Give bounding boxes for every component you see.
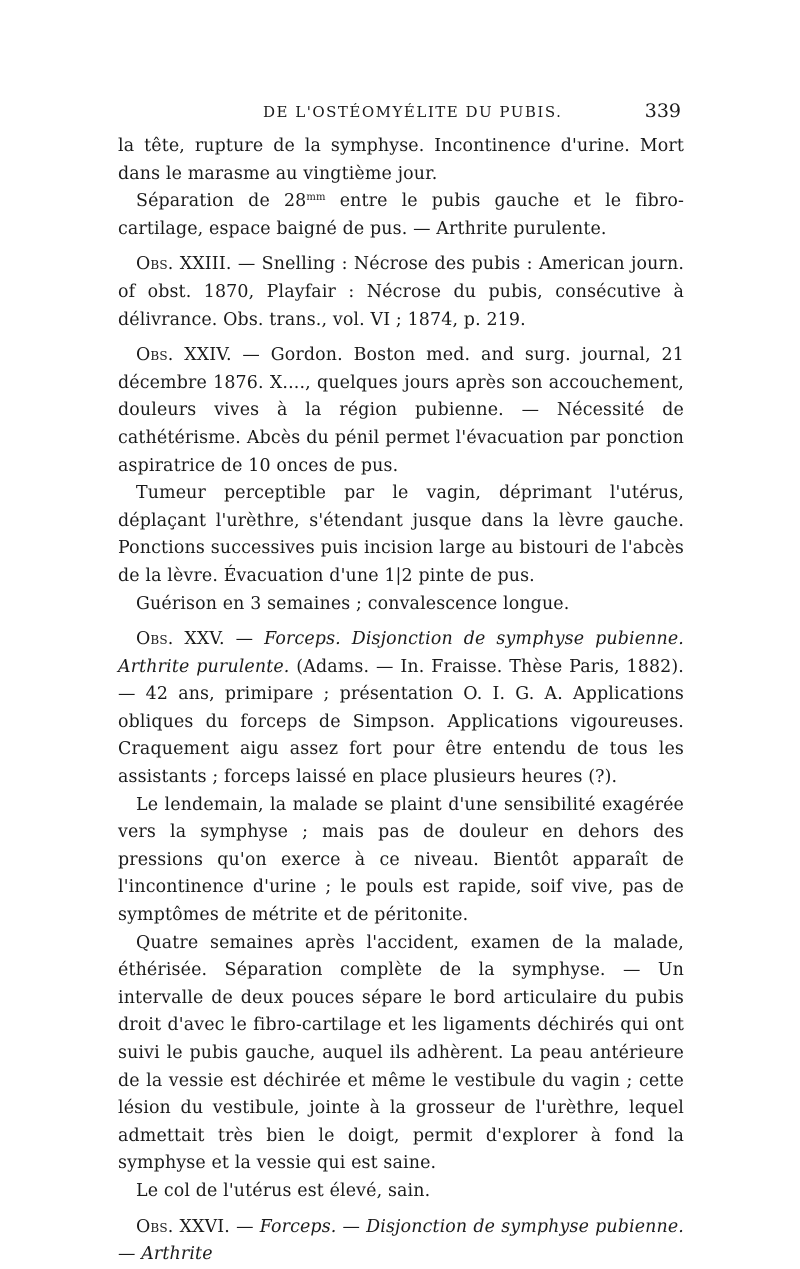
running-title: DE L'OSTÉOMYÉLITE DU PUBIS. <box>263 103 563 121</box>
obs-26-label: Obs. XXVI. <box>136 1216 230 1237</box>
page-header <box>118 100 681 126</box>
millimeter-unit: mm <box>306 192 326 204</box>
observation-24 <box>118 342 684 480</box>
paragraph-separation <box>118 188 684 243</box>
paragraph-col-uterus: Le col de l'utérus est élevé, sain. <box>136 1180 431 1201</box>
obs-26-title: Forceps. — Disjonction de symphyse pubienne. — Arthrite <box>118 1216 684 1265</box>
page-number: 339 <box>644 100 681 122</box>
obs-24-label: Obs. XXIV. <box>136 345 232 366</box>
paragraph-guerison: Guérison en 3 semaines ; convalescence longue. <box>136 593 570 614</box>
separation-text-end: entre le pubis gauche et le fibro-cartilage, espace baigné de pus. — Arthrite purulente. <box>118 191 684 239</box>
obs-23-text: — Snelling : Nécrose des pubis : American journ. of obst. 1870, Playfair : Nécrose du pubis, consécutive à délivrance. Obs. trans., vol. VI ; 1874, p. 219. <box>118 254 684 330</box>
observation-26 <box>118 1214 684 1269</box>
observation-25 <box>118 626 684 792</box>
separation-text-start: Séparation de 28 <box>136 191 307 212</box>
paragraph-continuation: la tête, rupture de la symphyse. Incontinence d'urine. Mort dans le marasme au vingtième jour. <box>118 136 684 184</box>
body-text <box>118 133 684 1269</box>
obs-25-dash: — <box>224 629 265 650</box>
obs-26-dash: — <box>230 1216 260 1237</box>
paragraph-tumeur: Tumeur perceptible par le vagin, déprimant l'utérus, déplaçant l'urèthre, s'étendant jusque dans la lèvre gauche. Ponctions successives puis incision large au bistouri de l'abcès de la lèvre. Évacuation d'une 1|2 pinte de pus. <box>118 483 684 586</box>
obs-25-label: Obs. XXV. <box>136 629 225 650</box>
obs-24-text: — Gordon. Boston med. and surg. journal, 21 décembre 1876. X...., quelques jours après son accouchement, douleurs vives à la région pubienne. — Nécessité de cathétérisme. Abcès du pénil permet l'évacuation par ponction aspiratrice de 10 onces de pus. <box>118 345 684 476</box>
obs-23-label: Obs. XXIII. <box>136 254 232 275</box>
observation-23 <box>118 251 684 334</box>
paragraph-lendemain: Le lendemain, la malade se plaint d'une sensibilité exagérée vers la symphyse ; mais pas de douleur en dehors des pressions qu'on exerce à ce niveau. Bientôt apparaît de l'incontinence d'urine ; le pouls est rapide, soif vive, pas de symptômes de métrite et de péritonite. <box>118 794 684 926</box>
paragraph-quatre-semaines: Quatre semaines après l'accident, examen de la malade, éthérisée. Séparation complète de la symphyse. — Un intervalle de deux pouces sépare le bord articulaire du pubis droit d'avec le fibro-cartilage et les ligaments déchirés qui ont suivi le pubis gauche, auquel ils adhèrent. La peau antérieure de la vessie est déchirée et même le vestibule du vagin ; cette lésion du vestibule, jointe à la grosseur de l'urèthre, lequel admettait très bien le doigt, permit d'explorer à fond la symphyse et la vessie qui est saine. <box>118 932 684 1174</box>
obs-25-text: (Adams. — In. Fraisse. Thèse Paris, 1882). — 42 ans, primipare ; présentation O. I. G. A. Applications obliques du forceps de Simpson. Applications vigoureuses. Craquement aigu assez fort pour être entendu de tous les assistants ; forceps laissé en place plusieurs heures (?). <box>118 656 684 788</box>
obs-25-title: Forceps. Disjonction de symphyse pubienne. Arthrite purulente. <box>118 629 684 677</box>
